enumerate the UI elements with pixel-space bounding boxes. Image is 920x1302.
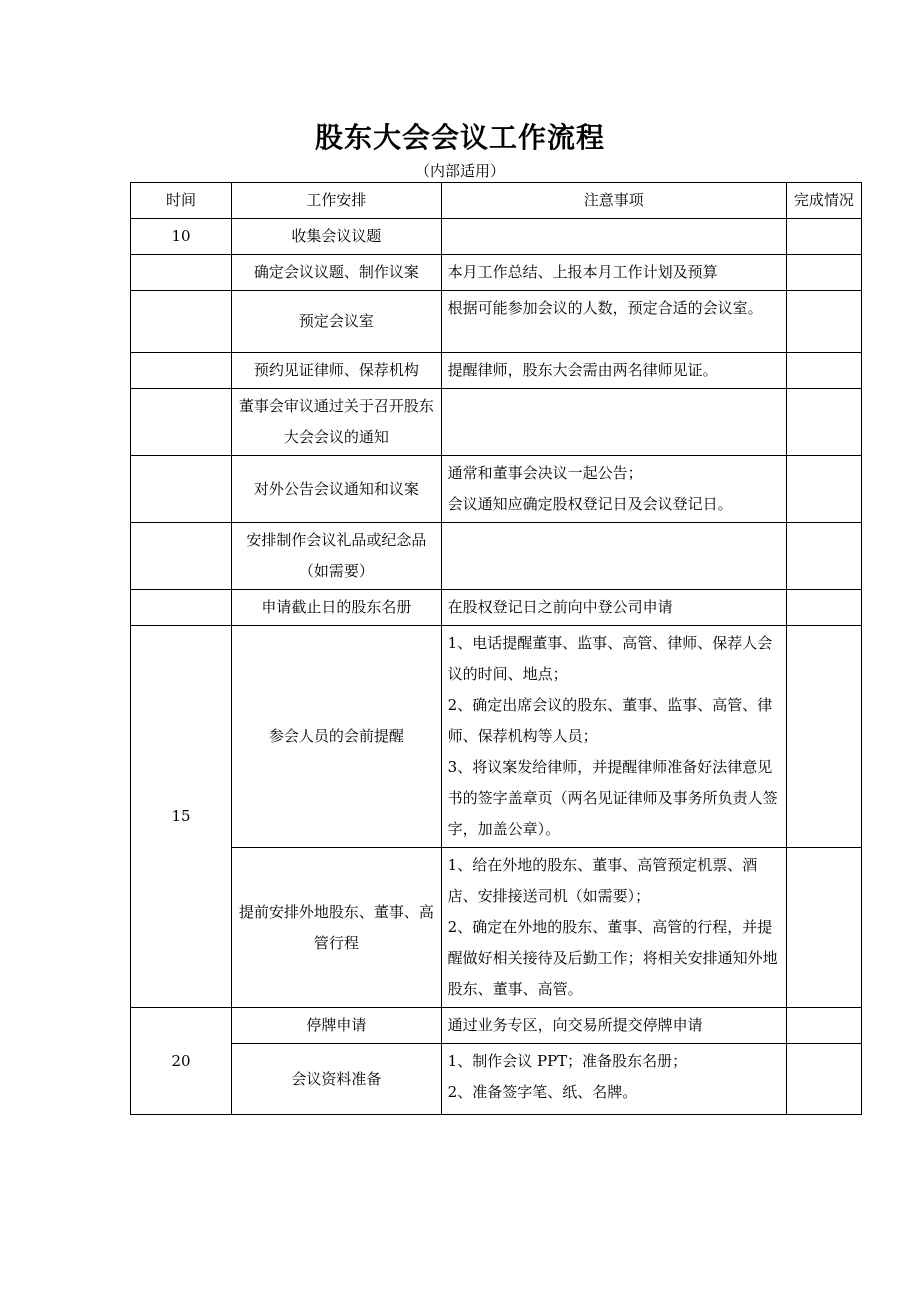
workflow-table	[130, 182, 862, 1115]
note-line: 2、确定出席会议的股东、董事、监事、高管、律师、保荐机构等人员；	[447, 696, 773, 745]
time-cell	[131, 456, 232, 523]
notes-cell	[441, 353, 786, 389]
task-cell: 会议资料准备	[232, 1044, 442, 1115]
time-cell	[131, 353, 232, 389]
table-row	[131, 456, 862, 523]
task-cell: 董事会审议通过关于召开股东大会会议的通知	[232, 389, 442, 456]
task-cell: 停牌申请	[232, 1008, 442, 1044]
status-cell	[786, 389, 861, 456]
status-cell	[786, 523, 861, 590]
task-cell: 预约见证律师、保荐机构	[232, 353, 442, 389]
header-time: 时间	[131, 183, 232, 219]
note-line: 根据可能参加会议的人数，预定合适的会议室。	[447, 299, 763, 317]
notes-cell	[441, 848, 786, 1008]
table-body	[131, 219, 862, 1115]
notes-cell	[441, 626, 786, 848]
time-cell	[131, 291, 232, 353]
note-line: 会议通知应确定股权登记日及会议登记日。	[447, 495, 733, 513]
note-line: 通常和董事会决议一起公告；	[447, 464, 643, 482]
status-cell	[786, 590, 861, 626]
header-notes: 注意事项	[441, 183, 786, 219]
time-cell	[131, 255, 232, 291]
table-row	[131, 1008, 862, 1044]
table-row	[131, 1044, 862, 1115]
note-line: 通过业务专区，向交易所提交停牌申请	[447, 1016, 703, 1034]
note-line: 1、制作会议 PPT；准备股东名册；	[447, 1052, 688, 1070]
table-row	[131, 523, 862, 590]
note-line: 3、将议案发给律师，并提醒律师准备好法律意见书的签字盖章页（两名见证律师及事务所负责人签字，加盖公章）。	[447, 758, 778, 838]
time-cell: 20	[131, 1008, 232, 1115]
note-line: 在股权登记日之前向中登公司申请	[447, 598, 673, 616]
table-row	[131, 353, 862, 389]
task-cell: 安排制作会议礼品或纪念品（如需要）	[232, 523, 442, 590]
table-row	[131, 389, 862, 456]
status-cell	[786, 219, 861, 255]
note-line: 本月工作总结、上报本月工作计划及预算	[447, 263, 718, 281]
table-row	[131, 626, 862, 848]
notes-cell	[441, 219, 786, 255]
status-cell	[786, 456, 861, 523]
status-cell	[786, 291, 861, 353]
task-cell: 对外公告会议通知和议案	[232, 456, 442, 523]
notes-cell	[441, 590, 786, 626]
table-row	[131, 255, 862, 291]
task-cell: 参会人员的会前提醒	[232, 626, 442, 848]
status-cell	[786, 1008, 861, 1044]
time-cell: 15	[131, 626, 232, 1008]
notes-cell	[441, 1044, 786, 1115]
notes-cell	[441, 1008, 786, 1044]
note-line: 2、确定在外地的股东、董事、高管的行程，并提醒做好相关接待及后勤工作；将相关安排通知外地股东、董事、高管。	[447, 918, 778, 998]
notes-cell	[441, 255, 786, 291]
time-cell	[131, 523, 232, 590]
document-subtitle: （内部适用）	[414, 162, 505, 180]
time-cell	[131, 389, 232, 456]
document-title: 股东大会会议工作流程	[314, 121, 605, 154]
table-header-row	[131, 183, 862, 219]
task-cell: 提前安排外地股东、董事、高管行程	[232, 848, 442, 1008]
header-status: 完成情况	[786, 183, 861, 219]
note-line: 1、给在外地的股东、董事、高管预定机票、酒店、安排接送司机（如需要）；	[447, 856, 758, 905]
status-cell	[786, 848, 861, 1008]
notes-cell	[441, 456, 786, 523]
notes-cell	[441, 291, 786, 353]
note-line: 1、电话提醒董事、监事、高管、律师、保荐人会议的时间、地点；	[447, 634, 773, 683]
table-row	[131, 848, 862, 1008]
task-cell: 申请截止日的股东名册	[232, 590, 442, 626]
notes-cell	[441, 523, 786, 590]
table-row	[131, 219, 862, 255]
status-cell	[786, 1044, 861, 1115]
header-task: 工作安排	[232, 183, 442, 219]
task-cell: 确定会议议题、制作议案	[232, 255, 442, 291]
status-cell	[786, 255, 861, 291]
note-line: 2、准备签字笔、纸、名牌。	[447, 1083, 638, 1101]
status-cell	[786, 353, 861, 389]
task-cell: 收集会议议题	[232, 219, 442, 255]
table-row	[131, 291, 862, 353]
time-cell	[131, 590, 232, 626]
task-cell: 预定会议室	[232, 291, 442, 353]
status-cell	[786, 626, 861, 848]
time-cell: 10	[131, 219, 232, 255]
notes-cell	[441, 389, 786, 456]
table-row	[131, 590, 862, 626]
note-line: 提醒律师，股东大会需由两名律师见证。	[447, 361, 718, 379]
